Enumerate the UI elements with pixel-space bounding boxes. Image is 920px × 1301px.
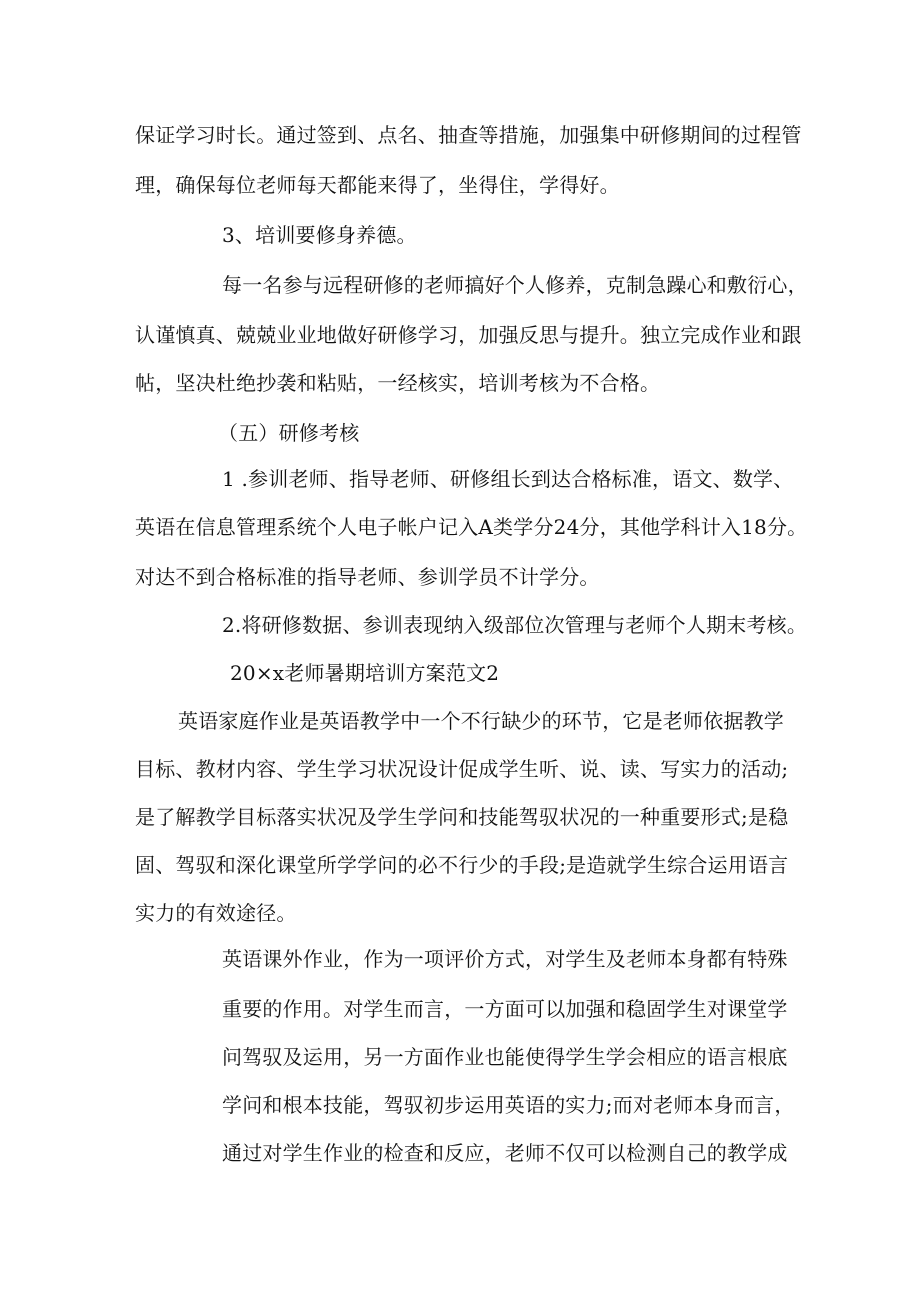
text-line: 重要的作用。对学生而言，一方面可以加强和稳固学生对课堂学 <box>222 997 788 1021</box>
text-line: 对达不到合格标准的指导老师、参训学员不计学分。 <box>135 565 600 589</box>
section-heading: （五）研修考核 <box>218 421 360 445</box>
text-line: 理，确保每位老师每天都能来得了，坐得住，学得好。 <box>135 173 620 197</box>
text-line: 认谨慎真、兢兢业业地做好研修学习，加强反思与提升。独立完成作业和跟 <box>135 323 802 347</box>
text-line: 英语课外作业，作为一项评价方式，对学生及老师本身都有特殊 <box>222 947 788 971</box>
text-line: 实力的有效途径。 <box>135 901 297 925</box>
text-line: 固、驾驭和深化课堂所学学问的必不行少的手段;是造就学生综合运用语言 <box>135 853 789 877</box>
section-heading: 3、培训要修身养德。 <box>222 223 417 247</box>
text-line: 帖，坚决杜绝抄袭和粘贴，一经核实，培训考核为不合格。 <box>135 371 661 395</box>
text-line: 通过对学生作业的检查和反应，老师不仅可以检测自己的教学成 <box>222 1141 788 1165</box>
document-title: 20×x老师暑期培训方案范文2 <box>230 661 500 685</box>
text-line: 学问和根本技能，驾驭初步运用英语的实力;而对老师本身而言， <box>222 1093 795 1117</box>
text-line: 是了解教学目标落实状况及学生学问和技能驾驭状况的一种重要形式;是稳 <box>135 805 789 829</box>
text-line: 1 .参训老师、指导老师、研修组长到达合格标准，语文、数学、 <box>222 467 794 491</box>
text-line: 英语家庭作业是英语教学中一个不行缺少的环节，它是老师依据教学 <box>178 709 784 733</box>
text-line: 英语在信息管理系统个人电子帐户记入A类学分24分，其他学科计入18分。 <box>135 515 808 539</box>
text-line: 保证学习时长。通过签到、点名、抽查等措施，加强集中研修期间的过程管 <box>135 123 802 147</box>
text-line: 问驾驭及运用，另一方面作业也能使得学生学会相应的语言根底 <box>222 1045 788 1069</box>
text-line: 目标、教材内容、学生学习状况设计促成学生听、说、读、写实力的活动; <box>135 757 789 781</box>
text-line: 2.将研修数据、参训表现纳入级部位次管理与老师个人期末考核。 <box>222 613 808 637</box>
text-line: 每一名参与远程研修的老师搞好个人修养，克制急躁心和敷衍心， <box>222 273 808 297</box>
